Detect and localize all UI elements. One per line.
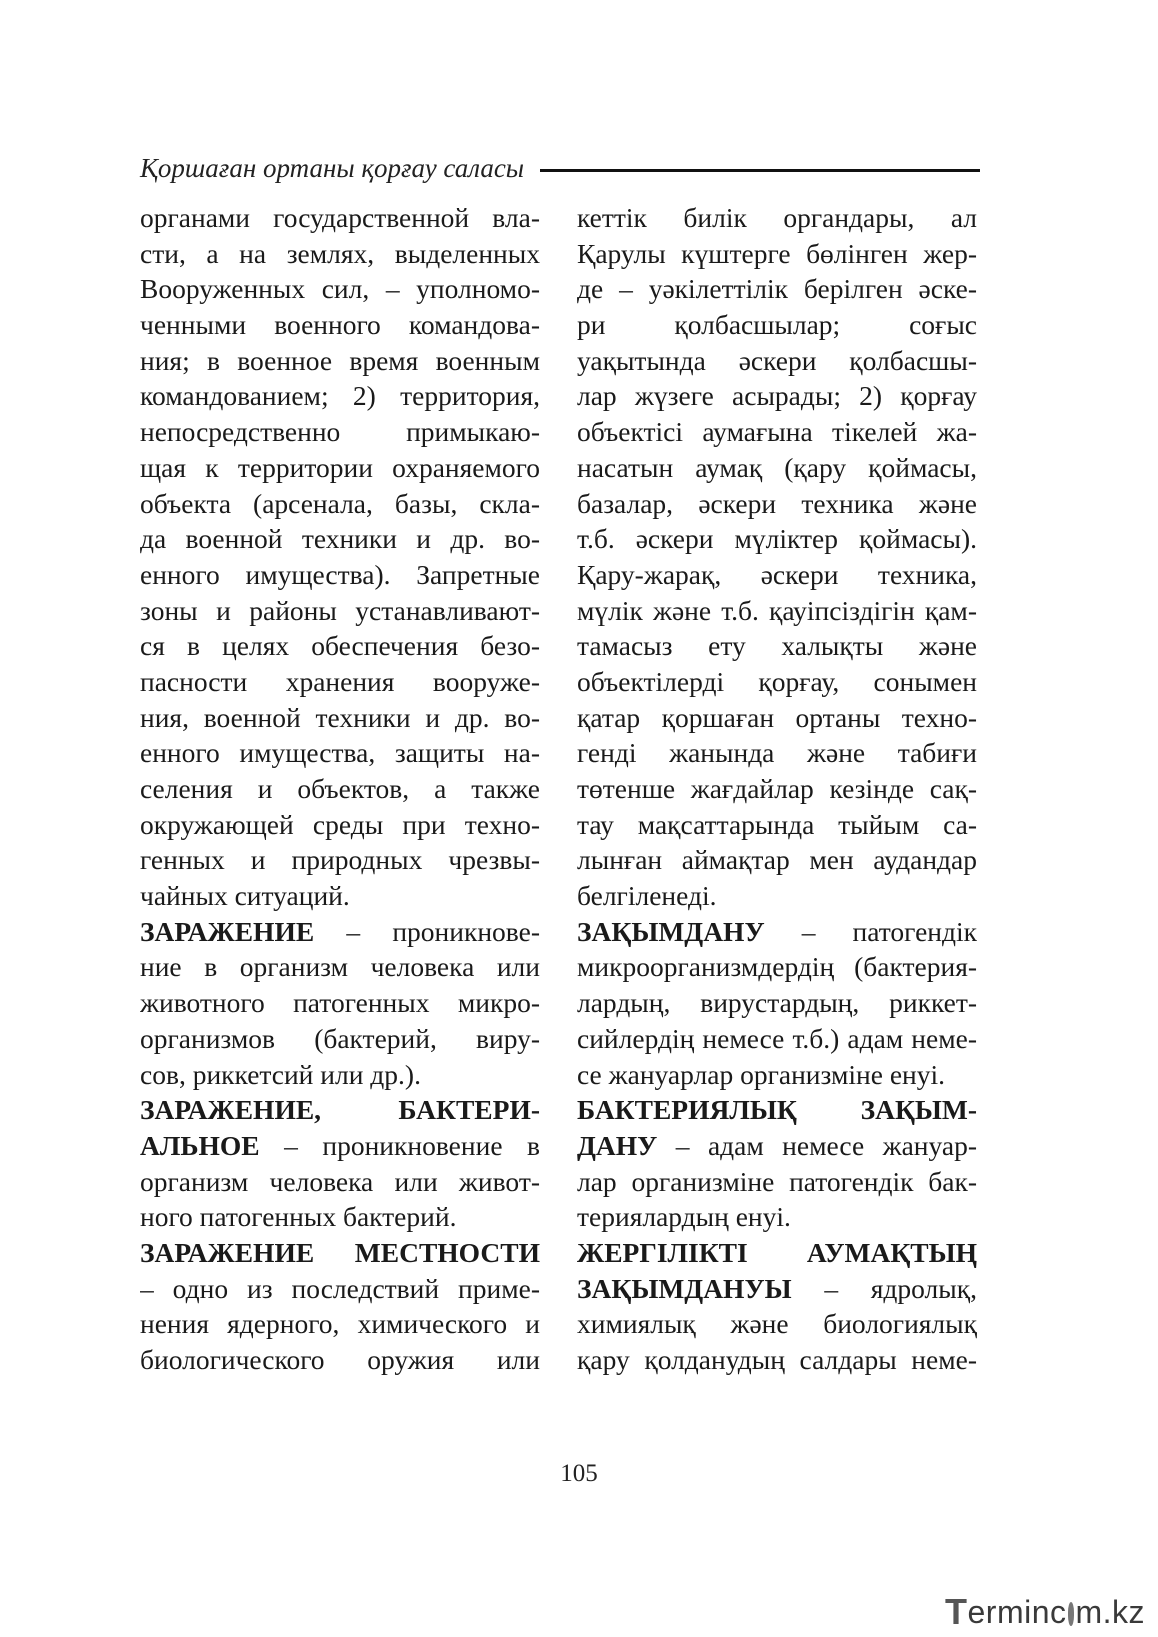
text-line: [577, 1271, 977, 1307]
text-line: [140, 271, 540, 307]
text-line: [577, 664, 977, 700]
running-header: [140, 148, 980, 188]
line-text: қатар қоршаған ортаны техно-: [577, 701, 977, 733]
line-text: енного имущества, защиты на-: [140, 737, 540, 769]
line-text: кеттік билік органдары, ал: [577, 202, 977, 233]
line-text: мүлік және т.б. қауіпсіздігін қам-: [577, 594, 977, 626]
line-text: пасности хранения вооруже-: [140, 665, 540, 697]
line-text: – проникновение в: [259, 1129, 540, 1161]
line-text: лынған аймақтар мен аудандар: [577, 844, 977, 876]
line-text: Қарулы күштерге бөлінген жер-: [577, 237, 977, 269]
text-line: [140, 771, 540, 807]
text-line: [140, 878, 540, 914]
text-line: [577, 628, 977, 664]
text-line: [140, 593, 540, 629]
line-text: объекта (арсенала, базы, скла-: [140, 487, 540, 519]
text-line: [140, 1342, 540, 1378]
entry-term: ЗАҚЫМДАНУ: [577, 915, 765, 947]
text-line: [140, 200, 540, 236]
text-line: [577, 1235, 977, 1271]
line-text: – патогендік: [764, 915, 977, 947]
text-line: [577, 1092, 977, 1128]
text-line: [577, 271, 977, 307]
text-line: [577, 1306, 977, 1342]
text-line: [577, 807, 977, 843]
text-line: [140, 307, 540, 343]
line-text: де – уәкілеттілік берілген әске-: [577, 273, 977, 305]
entry-term: АЛЬНОЕ: [140, 1129, 260, 1161]
line-text: животного патогенных микро-: [140, 987, 540, 1019]
text-line: [140, 735, 540, 771]
text-line: [577, 450, 977, 486]
text-line: [577, 521, 977, 557]
line-text: объектісі аумағына тікелей жа-: [577, 416, 977, 448]
text-line: [140, 521, 540, 557]
logo-text-mid: erminc: [967, 1593, 1067, 1630]
text-line: [577, 1342, 977, 1378]
text-line: [140, 236, 540, 272]
line-text: селения и объектов, а также: [140, 773, 540, 804]
line-text: биологического оружия или: [140, 1344, 540, 1375]
line-text: ся в целях обеспечения безо-: [140, 630, 540, 662]
logo-text-end: m.kz: [1075, 1593, 1145, 1630]
text-line: [140, 414, 540, 450]
page-number: 105: [560, 1460, 598, 1487]
line-text: лардың, вирустардың, риккет-: [577, 987, 977, 1019]
text-line: [577, 735, 977, 771]
text-line: [140, 1092, 540, 1128]
text-line: [577, 842, 977, 878]
text-line: [577, 949, 977, 985]
line-text: енного имущества). Запретные: [140, 558, 540, 590]
line-text: ния, военной техники и др. во-: [140, 701, 540, 733]
left-column: [140, 200, 540, 1378]
text-line: [140, 842, 540, 878]
text-line: [140, 1306, 540, 1342]
text-line: [577, 1021, 977, 1057]
line-text: төтенше жағдайлар кезінде сақ-: [577, 773, 977, 804]
line-text: сти, а на землях, выделенных: [140, 237, 540, 269]
line-text: непосредственно примыкаю-: [140, 416, 540, 448]
line-text: организмов (бактерий, виру-: [140, 1022, 540, 1054]
line-text: сийлердің немесе т.б.) адам неме-: [577, 1022, 977, 1054]
line-text: объектілерді қорғау, сонымен: [577, 665, 977, 697]
text-line: [140, 1021, 540, 1057]
text-line: [577, 1128, 977, 1164]
line-text: қару қолданудың салдары неме-: [577, 1344, 977, 1375]
line-text: генді жанында және табиғи: [577, 737, 977, 769]
line-text: териялардың енуі.: [577, 1201, 791, 1233]
text-line: [140, 1271, 540, 1307]
entry-term: ДАНУ: [577, 1129, 658, 1161]
text-line: [577, 236, 977, 272]
line-text: органами государственной вла-: [140, 202, 540, 233]
line-text: Вооруженных сил, – уполномо-: [140, 273, 540, 305]
right-column: [577, 200, 977, 1378]
line-text: ри қолбасшылар; соғыс: [577, 309, 977, 341]
line-text: химиялық және биологиялық: [577, 1308, 977, 1340]
line-text: лар жүзеге асырады; 2) қорғау: [577, 380, 977, 412]
line-text: базалар, әскери техника және: [577, 487, 977, 519]
text-line: [140, 914, 540, 950]
line-text: тамасыз ету халықты және: [577, 630, 977, 662]
logo-initial: T: [945, 1591, 968, 1632]
line-text: чайных ситуаций.: [140, 880, 350, 912]
line-text: белгіленеді.: [577, 880, 717, 912]
entry-term: ЖЕРГІЛІКТІ АУМАҚТЫҢ: [577, 1236, 977, 1268]
text-line: [140, 1128, 540, 1164]
text-line: [140, 1235, 540, 1271]
line-text: ного патогенных бактерий.: [140, 1201, 457, 1233]
text-line: [577, 557, 977, 593]
entry-term: ЗАҚЫМДАНУЫ: [577, 1272, 792, 1304]
text-line: [140, 807, 540, 843]
line-text: тау мақсаттарында тыйым са-: [577, 808, 977, 840]
text-line: [140, 628, 540, 664]
text-line: [140, 700, 540, 736]
text-line: [577, 200, 977, 236]
text-line: [140, 1057, 540, 1093]
terminkom-logo: [945, 1592, 1145, 1632]
line-text: командованием; 2) территория,: [140, 380, 540, 412]
text-line: [577, 378, 977, 414]
line-text: сов, риккетсий или др.).: [140, 1058, 421, 1090]
text-line: [140, 450, 540, 486]
line-text: т.б. әскери мүліктер қоймасы).: [577, 523, 977, 555]
line-text: зоны и районы устанавливают-: [140, 594, 540, 626]
text-line: [577, 771, 977, 807]
text-line: [577, 1199, 977, 1235]
line-text: ченными военного командова-: [140, 309, 540, 341]
text-line: [140, 486, 540, 522]
text-line: [140, 985, 540, 1021]
text-line: [577, 985, 977, 1021]
line-text: насатын аумақ (қару қоймасы,: [577, 451, 977, 483]
line-text: ние в организм человека или: [140, 951, 540, 983]
line-text: микроорганизмдердің (бактерия-: [577, 951, 977, 983]
header-rule: [540, 169, 980, 172]
text-line: [577, 914, 977, 950]
entry-term: ЗАРАЖЕНИЕ: [140, 915, 315, 947]
text-line: [140, 378, 540, 414]
line-text: окружающей среды при техно-: [140, 808, 540, 840]
text-line: [140, 343, 540, 379]
line-text: ния; в военное время военным: [140, 344, 540, 376]
line-text: лар организміне патогендік бак-: [577, 1165, 977, 1197]
line-text: се жануарлар организміне енуі.: [577, 1058, 946, 1090]
entry-term: ЗАРАЖЕНИЕ МЕСТНОСТИ: [140, 1236, 540, 1268]
entry-term: ЗАРАЖЕНИЕ, БАКТЕРИ-: [140, 1094, 540, 1126]
magnifier-icon: [1068, 1602, 1075, 1626]
line-text: генных и природных чрезвы-: [140, 844, 540, 876]
line-text: Қару-жарақ, әскери техника,: [577, 558, 977, 590]
line-text: щая к территории охраняемого: [140, 451, 540, 483]
line-text: – ядролық,: [791, 1272, 977, 1304]
text-line: [577, 486, 977, 522]
text-line: [140, 664, 540, 700]
text-line: [577, 1057, 977, 1093]
line-text: уақытында әскери қолбасшы-: [577, 344, 977, 376]
text-line: [577, 1164, 977, 1200]
line-text: – одно из последствий приме-: [140, 1272, 540, 1304]
line-text: нения ядерного, химического и: [140, 1308, 540, 1340]
text-line: [577, 343, 977, 379]
line-text: организм человека или живот-: [140, 1165, 540, 1197]
text-line: [577, 878, 977, 914]
text-line: [577, 414, 977, 450]
text-line: [577, 700, 977, 736]
text-line: [577, 593, 977, 629]
line-text: – проникнове-: [314, 915, 540, 947]
header-title: Қоршаған ортаны қорғау саласы: [140, 152, 525, 183]
text-line: [140, 1199, 540, 1235]
text-line: [140, 949, 540, 985]
line-text: – адам немесе жануар-: [657, 1129, 977, 1161]
text-line: [140, 1164, 540, 1200]
line-text: да военной техники и др. во-: [140, 523, 540, 555]
text-line: [577, 307, 977, 343]
text-line: [140, 557, 540, 593]
entry-term: БАКТЕРИЯЛЫҚ ЗАҚЫМ-: [577, 1094, 977, 1126]
